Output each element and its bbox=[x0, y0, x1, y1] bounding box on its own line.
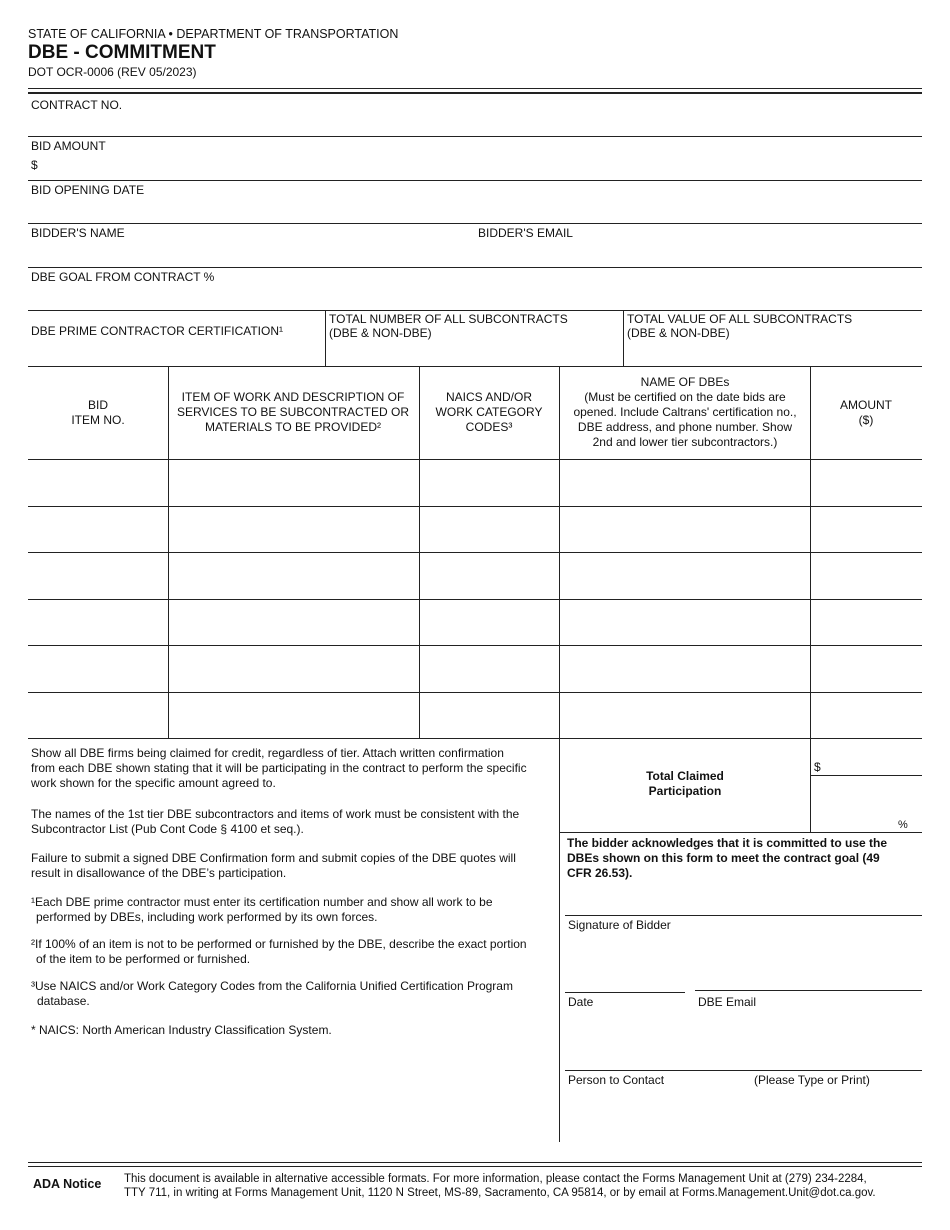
col-divider bbox=[559, 366, 560, 1142]
person-contact-field[interactable] bbox=[565, 1035, 922, 1069]
bid-item-cell[interactable] bbox=[28, 646, 168, 691]
bid-amount-prefix: $ bbox=[31, 158, 38, 172]
item-work-cell[interactable] bbox=[169, 553, 419, 598]
person-contact-line bbox=[565, 1070, 922, 1071]
form-title: DBE - COMMITMENT bbox=[28, 42, 216, 63]
bid-amount-label: BID AMOUNT bbox=[31, 139, 106, 153]
total-value-sublabel: (DBE & NON-DBE) bbox=[627, 326, 730, 340]
ada-notice-text: This document is available in alternative accessible formats. For more information, please contact the Forms Management Unit at (279) 234-2284, TTY 711, in writing at Forms Management Unit, 1120 N Street, MS-89, Sacramento, CA 95814, or by email at Forms.Management.Unit@dot.ca.gov. bbox=[124, 1173, 876, 1199]
row-rule bbox=[28, 738, 922, 739]
footer-rule-bottom bbox=[28, 1166, 922, 1167]
col-divider bbox=[419, 366, 420, 738]
naics-cell[interactable] bbox=[420, 507, 559, 552]
total-dollar-prefix: $ bbox=[814, 760, 821, 774]
th-bid-item: BID ITEM NO. bbox=[71, 398, 125, 427]
bid-item-cell[interactable] bbox=[28, 460, 168, 505]
bid-item-cell[interactable] bbox=[28, 693, 168, 738]
note-show-all: Show all DBE firms being claimed for credit, regardless of tier. Attach written confirmation from each DBE shown stating that it will be participating in the contract to perform the specific work shown for the specific amount agreed to. bbox=[31, 746, 527, 790]
note-naics: * NAICS: North American Industry Classification System. bbox=[31, 1023, 332, 1037]
bid-item-cell[interactable] bbox=[28, 507, 168, 552]
rule bbox=[28, 366, 922, 367]
bid-opening-date-label: BID OPENING DATE bbox=[31, 183, 145, 197]
naics-cell[interactable] bbox=[420, 600, 559, 645]
rule bbox=[560, 832, 922, 833]
header-rule-top bbox=[28, 88, 922, 89]
dbe-name-cell[interactable] bbox=[560, 553, 810, 598]
col-divider bbox=[168, 366, 169, 738]
agency-line: STATE OF CALIFORNIA • DEPARTMENT OF TRANSPORTATION bbox=[28, 27, 399, 41]
prime-cert-label: DBE PRIME CONTRACTOR CERTIFICATION¹ bbox=[31, 324, 284, 338]
contract-no-label: CONTRACT NO. bbox=[31, 98, 123, 112]
note-names: The names of the 1st tier DBE subcontractors and items of work must be consistent with the Subcontractor List (Pub Cont Code § 4100 et seq.). bbox=[31, 807, 520, 836]
dbe-name-cell[interactable] bbox=[560, 646, 810, 691]
amount-cell[interactable] bbox=[811, 646, 922, 691]
note-failure: Failure to submit a signed DBE Confirmation form and submit copies of the DBE quotes will result in disallowance of the DBE’s participation. bbox=[31, 851, 516, 880]
acknowledgement-text: The bidder acknowledges that it is committed to use the DBEs shown on this form to meet the contract goal (49 CFR 26.53). bbox=[567, 836, 888, 880]
th-item-of-work: ITEM OF WORK AND DESCRIPTION OF SERVICES TO BE SUBCONTRACTED OR MATERIALS TO BE PROVIDED² bbox=[176, 390, 410, 434]
bid-item-cell[interactable] bbox=[28, 553, 168, 598]
dbe-name-cell[interactable] bbox=[560, 507, 810, 552]
item-work-cell[interactable] bbox=[169, 460, 419, 505]
amount-cell[interactable] bbox=[811, 600, 922, 645]
total-number-field[interactable] bbox=[326, 340, 622, 365]
person-contact-label: Person to Contact bbox=[568, 1073, 665, 1087]
header-rule-bottom bbox=[28, 92, 922, 94]
bidders-name-label: BIDDER'S NAME bbox=[31, 226, 125, 240]
total-percent-suffix: % bbox=[898, 819, 908, 831]
bid-item-cell[interactable] bbox=[28, 600, 168, 645]
bidders-name-field[interactable] bbox=[28, 224, 473, 266]
total-value-field[interactable] bbox=[624, 340, 922, 365]
total-claimed-label: Total Claimed Participation bbox=[646, 769, 724, 798]
total-claimed-amount-field[interactable] bbox=[811, 740, 922, 775]
th-dbe-names: NAME OF DBEs (Must be certified on the date bids are opened. Include Caltrans' certification no., DBE address, and phone number. Show 2nd and lower tier subcontractors.) bbox=[573, 375, 797, 449]
dbe-name-cell[interactable] bbox=[560, 693, 810, 738]
item-work-cell[interactable] bbox=[169, 693, 419, 738]
dbe-goal-field[interactable] bbox=[28, 268, 922, 310]
date-label: Date bbox=[568, 995, 594, 1009]
total-number-label: TOTAL NUMBER OF ALL SUBCONTRACTS bbox=[329, 312, 568, 326]
total-number-sublabel: (DBE & NON-DBE) bbox=[329, 326, 432, 340]
date-line bbox=[565, 992, 685, 993]
bidders-email-label: BIDDER'S EMAIL bbox=[478, 226, 573, 240]
naics-cell[interactable] bbox=[420, 460, 559, 505]
dbe-email-label: DBE Email bbox=[698, 995, 757, 1009]
item-work-cell[interactable] bbox=[169, 600, 419, 645]
amount-cell[interactable] bbox=[811, 460, 922, 505]
amount-cell[interactable] bbox=[811, 693, 922, 738]
dbe-name-cell[interactable] bbox=[560, 600, 810, 645]
bid-amount-field[interactable] bbox=[28, 137, 922, 179]
dbe-email-line bbox=[695, 990, 922, 991]
signature-line bbox=[565, 915, 922, 916]
form-number: DOT OCR-0006 (REV 05/2023) bbox=[28, 65, 197, 79]
total-value-label: TOTAL VALUE OF ALL SUBCONTRACTS bbox=[627, 312, 853, 326]
amount-cell[interactable] bbox=[811, 553, 922, 598]
amount-cell[interactable] bbox=[811, 507, 922, 552]
bid-opening-date-field[interactable] bbox=[28, 181, 922, 222]
note-footnote-1: ¹Each DBE prime contractor must enter its certification number and show all work to be performed by DBEs, including work performed by its own forces. bbox=[31, 895, 493, 924]
note-footnote-2: ²If 100% of an item is not to be performed or furnished by the DBE, describe the exact portion of the item to be performed or furnished. bbox=[31, 937, 527, 966]
ada-notice-label: ADA Notice bbox=[33, 1177, 102, 1191]
th-amount: AMOUNT ($) bbox=[840, 398, 892, 427]
naics-cell[interactable] bbox=[420, 646, 559, 691]
signature-label: Signature of Bidder bbox=[568, 918, 671, 932]
naics-cell[interactable] bbox=[420, 693, 559, 738]
prime-cert-field[interactable] bbox=[28, 311, 324, 365]
dbe-name-cell[interactable] bbox=[560, 460, 810, 505]
item-work-cell[interactable] bbox=[169, 646, 419, 691]
date-field[interactable] bbox=[565, 955, 685, 991]
note-footnote-3: ³Use NAICS and/or Work Category Codes from the California Unified Certification Program database. bbox=[31, 979, 513, 1008]
bidders-email-field[interactable] bbox=[475, 224, 922, 266]
th-naics: NAICS AND/OR WORK CATEGORY CODES³ bbox=[435, 390, 543, 434]
naics-cell[interactable] bbox=[420, 553, 559, 598]
footer-rule-top bbox=[28, 1162, 922, 1163]
signature-field[interactable] bbox=[565, 880, 922, 914]
dbe-goal-label: DBE GOAL FROM CONTRACT % bbox=[31, 270, 215, 284]
item-work-cell[interactable] bbox=[169, 507, 419, 552]
total-claimed-percent-field[interactable] bbox=[811, 776, 922, 832]
dbe-email-field[interactable] bbox=[695, 955, 922, 990]
contract-no-field[interactable] bbox=[28, 95, 922, 135]
type-print-label: (Please Type or Print) bbox=[754, 1073, 870, 1087]
